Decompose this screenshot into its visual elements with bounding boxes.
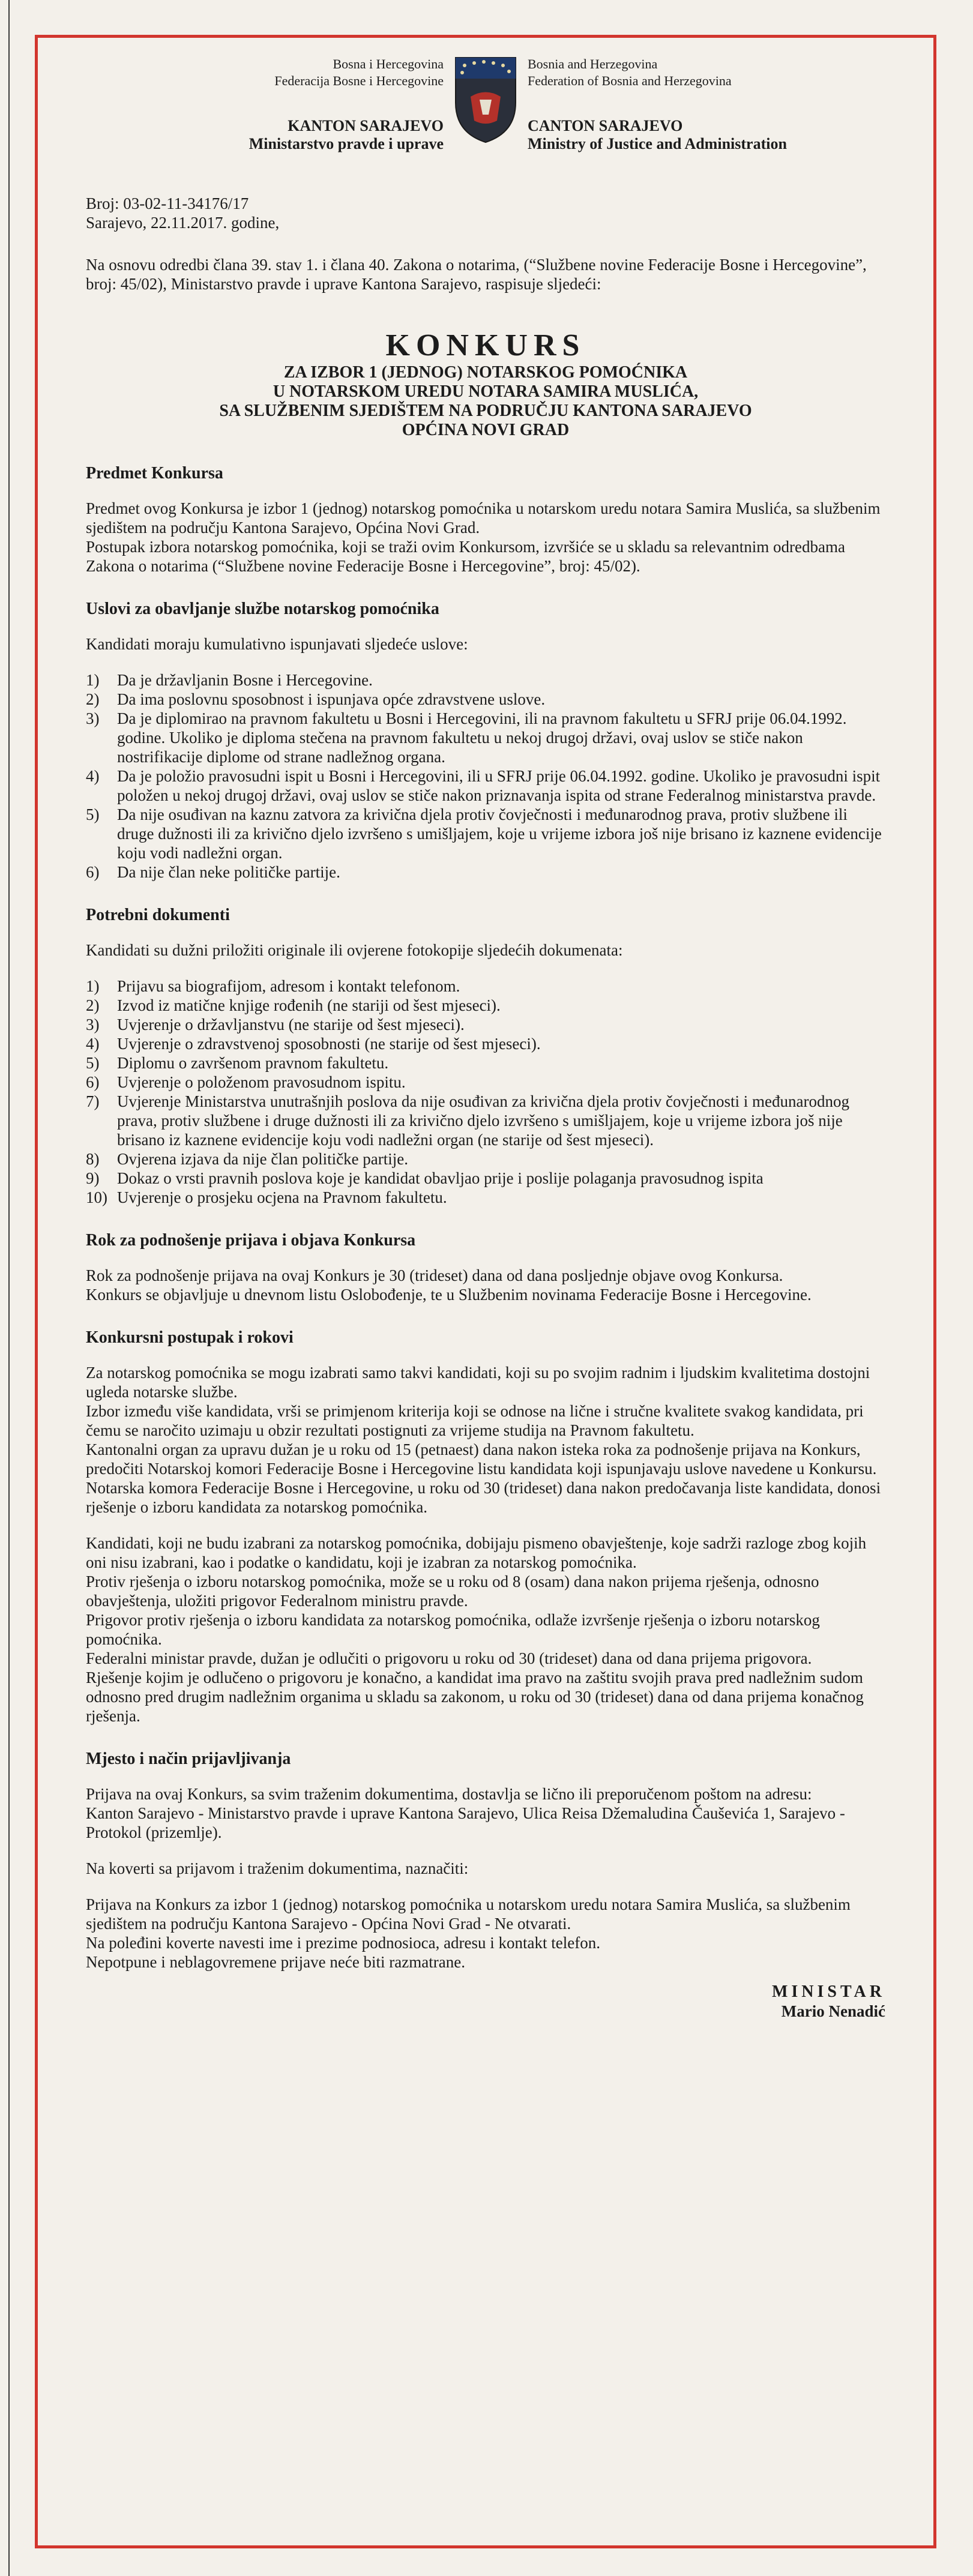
mjesto-paragraph-5: Na poleđini koverte navesti ime i prezime podnosioca, adresu i kontakt telefon. bbox=[86, 1934, 600, 1952]
document-meta bbox=[86, 194, 885, 232]
list-item: 3) Da je diplomirao na pravnom fakultetu u Bosni i Hercegovini, ili na pravnom fakultetu u SFRJ prije 06.04.1992. godine. Ukoliko je diploma stečena na pravnom fakultetu u nekoj drugoj državi, ovaj uslov se stiče nakon nostrifikacije diplome od strane nadležnog organa. bbox=[86, 709, 847, 766]
mjesto-address: Kanton Sarajevo - Ministarstvo pravde i uprave Kantona Sarajevo, Ulica Reisa Džemaludina Čauševića 1, Sarajevo - Protokol (prizemlje). bbox=[86, 1804, 845, 1841]
postupak-paragraph-2: Izbor između više kandidata, vrši se primjenom kriterija koji se odnose na lične i stručne kvalitete svakog kandidata, pri čemu se naročito uzimaju u obzir rezultati postignuti za vrijeme studija na Pravnom fakultetu. bbox=[86, 1402, 864, 1439]
list-item: 5) Da nije osuđivan na kaznu zatvora za krivična djela protiv čovječnosti i međunarodnog prava, protiv službene ili druge dužnosti ili za krivično djelo izvršeno s umišljajem, koje u vrijeme izbora još nije brisano iz kaznene evidencije koju vodi nadležni organ. bbox=[86, 805, 882, 862]
postupak-paragraph-6: Protiv rješenja o izboru notarskog pomoćnika, može se u roku od 8 (osam) dana nakon prijema rješenja, odnosno obavještenja, uložiti prigovor Federalnom ministru pravde. bbox=[86, 1572, 819, 1610]
country-bs: Bosna i Hercegovina bbox=[333, 56, 444, 71]
title-line-4: OPĆINA NOVI GRAD bbox=[402, 421, 570, 439]
document-number: Broj: 03-02-11-34176/17 bbox=[86, 194, 249, 212]
rok-paragraph-1: Rok za podnošenje prijava na ovaj Konkurs je 30 (trideset) dana od dana posljednje objave ovog Konkursa. bbox=[86, 1266, 783, 1284]
section-heading-postupak: Konkursni postupak i rokovi bbox=[86, 1328, 294, 1347]
notice-title bbox=[86, 328, 885, 440]
section-heading-mjesto: Mjesto i način prijavljivanja bbox=[86, 1750, 291, 1768]
postupak-paragraph-4: Notarska komora Federacije Bosne i Hercegovine, u roku od 30 (trideset) dana nakon predočavanja liste kandidata, donosi rješenje o izboru kandidata za notarskog pomoćnika. bbox=[86, 1479, 881, 1516]
uslovi-list bbox=[86, 670, 885, 882]
section-heading-rok: Rok za podnošenje prijava i objava Konkursa bbox=[86, 1231, 416, 1250]
dokumenti-list bbox=[86, 977, 885, 1207]
signature-name: Mario Nenadić bbox=[781, 2002, 885, 2020]
intro-paragraph: Na osnovu odredbi člana 39. stav 1. i člana 40. Zakona o notarima, (“Službene novine Federacije Bosne i Hercegovine”, broj: 45/02), Ministarstvo pravde i uprave Kantona Sarajevo, raspisuje sljedeći: bbox=[86, 256, 867, 293]
list-item: 10) Uvjerenje o prosjeku ocjena na Pravnom fakultetu. bbox=[86, 1188, 447, 1206]
ministry-bs: Ministarstvo pravde i uprave bbox=[249, 135, 444, 152]
list-item: 6) Uvjerenje o položenom pravosudnom ispitu. bbox=[86, 1073, 406, 1091]
list-item: 6) Da nije član neke političke partije. bbox=[86, 863, 340, 881]
page-edge-rule bbox=[8, 0, 10, 2576]
list-item: 1) Da je državljanin Bosne i Hercegovine. bbox=[86, 671, 373, 689]
document-date: Sarajevo, 22.11.2017. godine, bbox=[86, 214, 280, 232]
mjesto-paragraph-6: Nepotpune i neblagovremene prijave neće biti razmatrane. bbox=[86, 1953, 465, 1971]
federation-bs: Federacija Bosne i Hercegovine bbox=[274, 73, 444, 88]
list-item: 3) Uvjerenje o državljanstvu (ne starije od šest mjeseci). bbox=[86, 1016, 465, 1034]
title-line-2: U NOTARSKOM UREDU NOTARA SAMIRA MUSLIĆA, bbox=[273, 382, 699, 401]
list-item: 1) Prijavu sa biografijom, adresom i kontakt telefonom. bbox=[86, 977, 460, 995]
federation-en: Federation of Bosnia and Herzegovina bbox=[528, 73, 732, 88]
list-item: 4) Da je položio pravosudni ispit u Bosni i Hercegovini, ili u SFRJ prije 06.04.1992. godine. Ukoliko je pravosudni ispit položen u nekoj drugoj državi, ovaj uslov se stiče nakon priznavanja ispita od strane Federalnog ministarstva pravde. bbox=[86, 767, 881, 804]
list-item: 9) Dokaz o vrsti pravnih poslova koje je kandidat obavljao prije i poslije polaganja pravosudnog ispita bbox=[86, 1169, 764, 1187]
postupak-paragraph-1: Za notarskog pomoćnika se mogu izabrati samo takvi kandidati, koji su po svojim radnim i ljudskim kvalitetima dostojni ugleda notarske službe. bbox=[86, 1364, 870, 1401]
country-en: Bosnia and Herzegovina bbox=[528, 56, 658, 71]
canton-bs: KANTON SARAJEVO bbox=[288, 117, 444, 134]
section-heading-uslovi: Uslovi za obavljanje službe notarskog pomoćnika bbox=[86, 600, 439, 618]
letterhead-right bbox=[528, 56, 787, 153]
predmet-paragraph-2: Postupak izbora notarskog pomoćnika, koji se traži ovim Konkursom, izvršiće se u skladu sa relevantnim odredbama Zakona o notarima (“Službene novine Federacije Bosne i Hercegovine”, broj: 45/02). bbox=[86, 538, 845, 575]
title-line-3: SA SLUŽBENIM SJEDIŠTEM NA PODRUČJU KANTONA SARAJEVO bbox=[219, 402, 752, 420]
title-konkurs: KONKURS bbox=[385, 328, 586, 363]
list-item: 2) Da ima poslovnu sposobnost i ispunjava opće zdravstvene uslove. bbox=[86, 690, 546, 708]
postupak-paragraph-7: Prigovor protiv rješenja o izboru kandidata za notarskog pomoćnika, odlaže izvršenje rješenja o izboru notarskog pomoćnika. bbox=[86, 1611, 820, 1648]
list-item: 4) Uvjerenje o zdravstvenoj sposobnosti (ne starije od šest mjeseci). bbox=[86, 1035, 541, 1053]
signature-title: MINISTAR bbox=[771, 1982, 885, 2001]
mjesto-paragraph-1: Prijava na ovaj Konkurs, sa svim traženim dokumentima, dostavlja se lično ili preporučenom poštom na adresu: bbox=[86, 1785, 812, 1803]
title-line-1: ZA IZBOR 1 (JEDNOG) NOTARSKOG POMOĆNIKA bbox=[283, 363, 688, 382]
list-item: 5) Diplomu o završenom pravnom fakultetu. bbox=[86, 1054, 389, 1072]
canton-en: CANTON SARAJEVO bbox=[528, 117, 683, 134]
postupak-paragraph-5: Kandidati, koji ne budu izabrani za notarskog pomoćnika, dobijaju pismeno obavještenje, koje sadrži razloge zbog kojih oni nisu izabrani, kao i podatke o kandidatu, koji je izabran za notarskog pomoćnika. bbox=[86, 1534, 867, 1571]
list-item: 8) Ovjerena izjava da nije član političke partije. bbox=[86, 1150, 409, 1168]
rok-paragraph-2: Konkurs se objavljuje u dnevnom listu Oslobođenje, te u Službenim novinama Federacije Bosne i Hercegovine. bbox=[86, 1286, 812, 1304]
postupak-paragraph-3: Kantonalni organ za upravu dužan je u roku od 15 (petnaest) dana nakon isteka roka za podnošenje prijava na Konkurs, predočiti Notarskoj komori Federacije Bosne i Hercegovine listu kandidata koji ispunjavaju uslove navedene u Konkursu. bbox=[86, 1440, 877, 1478]
canton-sarajevo-crest-icon bbox=[453, 55, 519, 145]
letterhead-left bbox=[249, 56, 444, 153]
postupak-paragraph-8: Federalni ministar pravde, dužan je odlučiti o prigovoru u roku od 30 (trideset) dana od dana prijema prigovora. bbox=[86, 1649, 812, 1667]
postupak-paragraph-9: Rješenje kojim je odlučeno o prigovoru je konačno, a kandidat ima pravo na zaštitu svojih prava pred nadležnim sudom odnosno pred drugim nadležnim organima u skladu sa zakonom, u roku od 30 (trideset) dana od dana prijema konačnog rješenja. bbox=[86, 1669, 864, 1725]
dokumenti-intro: Kandidati su dužni priložiti originale ili ovjerene fotokopije sljedećih dokumenata: bbox=[86, 941, 623, 959]
letterhead bbox=[86, 38, 885, 194]
section-heading-dokumenti: Potrebni dokumenti bbox=[86, 906, 230, 924]
mjesto-paragraph-3: Na koverti sa prijavom i traženim dokumentima, naznačiti: bbox=[86, 1859, 469, 1877]
list-item: 2) Izvod iz matične knjige rođenih (ne stariji od šest mjeseci). bbox=[86, 996, 501, 1014]
section-heading-predmet: Predmet Konkursa bbox=[86, 464, 223, 483]
signature-block bbox=[86, 1982, 885, 2021]
ministry-en: Ministry of Justice and Administration bbox=[528, 135, 787, 152]
mjesto-envelope-text: Prijava na Konkurs za izbor 1 (jednog) notarskog pomoćnika u notarskom uredu notara Samira Muslića, sa službenim sjedištem na području Kantona Sarajevo - Općina Novi Grad - Ne otvarati. bbox=[86, 1895, 851, 1933]
uslovi-intro: Kandidati moraju kumulativno ispunjavati sljedeće uslove: bbox=[86, 635, 468, 653]
predmet-paragraph-1: Predmet ovog Konkursa je izbor 1 (jednog) notarskog pomoćnika u notarskom uredu notara Samira Muslića, sa službenim sjedištem na području Kantona Sarajevo, Općina Novi Grad. bbox=[86, 499, 881, 537]
list-item: 7) Uvjerenje Ministarstva unutrašnjih poslova da nije osuđivan za krivična djela protiv čovječnosti i međunarodnog prava, protiv službene i druge dužnosti ili za krivično djelo izvršeno s umišljajem, koje u vrijeme izbora još nije brisano iz kaznene evidencije koju vodi nadležni organ (ne starije od šest mjeseci). bbox=[86, 1092, 849, 1149]
notice-frame bbox=[35, 35, 936, 2548]
